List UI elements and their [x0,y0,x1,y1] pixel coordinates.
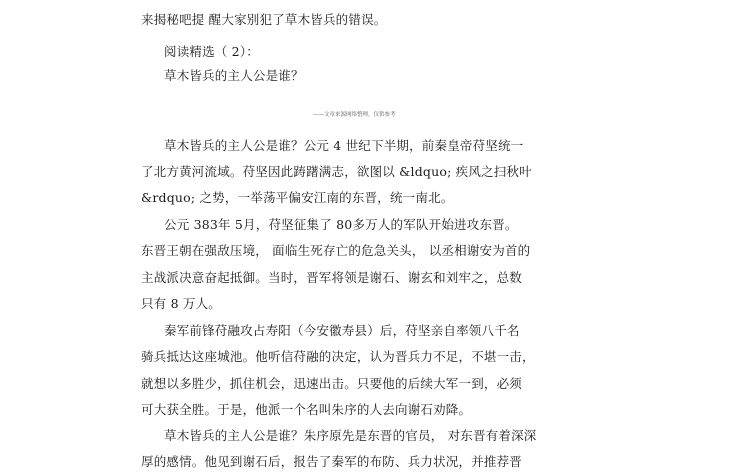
paragraph-line: 骑兵抵达这座城池。他听信苻融的决定，认为晋兵力不足，不堪一击， [141,349,535,364]
paragraph-line: 就想以多胜少，抓住机会，迅速出击。只要他的后续大军一到，必须 [141,376,523,391]
paragraph-line: &rdquo; 之势，一举荡平偏安江南的东晋，统一南北。 [141,190,454,205]
source-note: ——文章来源网络整理，仅供参考 [313,112,396,118]
article-title: 草木皆兵的主人公是谁？ [164,68,304,83]
paragraph-line: 只有 8 万人。 [141,296,221,311]
paragraph-line: 了北方黄河流域。苻坚因此踌躇满志，欲图以 &ldquo; 疾风之扫秋叶 [141,164,532,179]
section-heading: 阅读精选（ 2）： [164,44,259,59]
paragraph-line: 公元 383年 5月，苻坚征集了 80多万人的军队开始进攻东晋。 [164,217,518,232]
paragraph-line: 草木皆兵的主人公是谁？公元 4 世纪下半期，前秦皇帝苻坚统一 [164,138,524,153]
paragraph-line: 草木皆兵的主人公是谁？朱序原先是东晋的官员， 对东晋有着深深 [164,428,537,443]
paragraph-line: 可大获全胜。于是，他派一个名叫朱序的人去向谢石劝降。 [141,402,472,417]
text-line-intro: 来揭秘吧提 醒大家别犯了草木皆兵的错误。 [141,12,387,27]
paragraph-line: 厚的感情。他见到谢石后，报告了秦军的布防、兵力状况，并推荐晋 [141,454,523,469]
paragraph-line: 秦军前锋苻融攻占寿阳（今安徽寿县）后，苻坚亲自率领八千名 [164,323,520,338]
paragraph-line: 主战派决意奋起抵御。当时，晋军将领是谢石、谢玄和刘牢之，总数 [141,270,523,285]
paragraph-line: 东晋王朝在强敌压境， 面临生死存亡的危急关头， 以丞相谢安为首的 [141,243,531,258]
